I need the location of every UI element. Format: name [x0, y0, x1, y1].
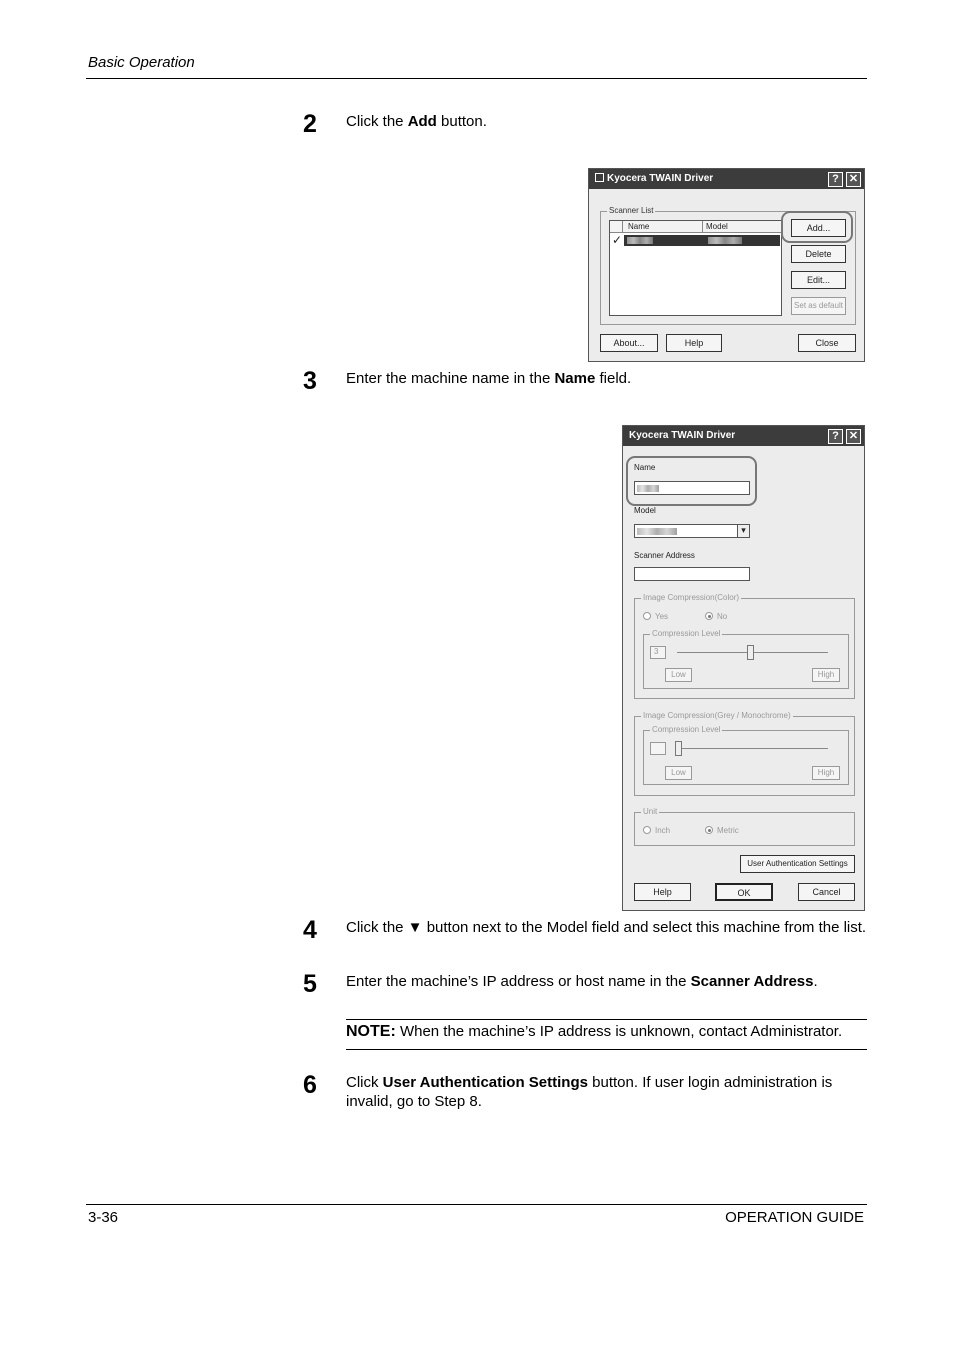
level-slider-thumb-2[interactable] — [675, 741, 682, 756]
level-value-box: 3 — [650, 646, 666, 659]
name-field[interactable] — [634, 481, 750, 495]
blurred-model-value — [637, 528, 677, 535]
dialog-title: Kyocera TWAIN Driver — [623, 426, 864, 446]
user-auth-settings-button[interactable]: User Authentication Settings — [740, 855, 855, 873]
col-name[interactable]: Name — [628, 222, 650, 231]
name-label: Name — [634, 463, 656, 472]
dialog-app-icon — [595, 173, 604, 182]
step-5-pre: Enter the machine’s IP address or host name in the — [346, 973, 691, 990]
color-compression-group — [634, 593, 855, 699]
step-number-4: 4 — [303, 916, 317, 944]
step-6-text — [346, 1073, 868, 1111]
compression-level-label-2: Compression Level — [652, 725, 721, 734]
cancel-button[interactable]: Cancel — [798, 883, 855, 901]
ok-button[interactable]: OK — [715, 883, 773, 901]
note-box — [346, 1019, 867, 1050]
high-button-2[interactable]: High — [812, 766, 840, 780]
level-value-box-2 — [650, 742, 666, 755]
low-button-2[interactable]: Low — [665, 766, 692, 780]
col-divider — [702, 221, 703, 232]
grey-compression-group — [634, 711, 855, 796]
scanner-address-label: Scanner Address — [634, 551, 695, 560]
header-rule — [86, 78, 867, 79]
scanner-list[interactable] — [609, 220, 782, 316]
step-number-3: 3 — [303, 367, 317, 395]
step-number-6: 6 — [303, 1071, 317, 1099]
step-number-2: 2 — [303, 110, 317, 138]
about-button[interactable]: About... — [600, 334, 658, 352]
low-button[interactable]: Low — [665, 668, 692, 682]
close-icon[interactable]: ✕ — [846, 429, 861, 444]
dialog-title-bar — [589, 169, 864, 189]
level-slider-thumb[interactable] — [747, 645, 754, 660]
compression-level-label: Compression Level — [652, 629, 721, 638]
high-button[interactable]: High — [812, 668, 840, 682]
scanner-address-field[interactable] — [634, 567, 750, 581]
step-2-pre: Click the — [346, 113, 408, 130]
inch-radio[interactable] — [643, 826, 651, 834]
compression-level-group-2 — [643, 725, 849, 785]
step-5-text — [346, 972, 868, 991]
step-5-bold: Scanner Address — [690, 973, 814, 990]
step-2-text — [346, 112, 868, 131]
step-5-post: . — [813, 973, 818, 990]
yes-radio[interactable] — [643, 612, 651, 620]
list-header — [610, 221, 781, 233]
no-label: No — [717, 612, 728, 621]
note-label: NOTE: — [346, 1023, 396, 1040]
inch-label: Inch — [655, 826, 671, 835]
help-icon[interactable]: ? — [828, 172, 843, 187]
close-icon[interactable]: ✕ — [846, 172, 861, 187]
step-3-bold: Name — [554, 370, 596, 387]
no-radio[interactable] — [705, 612, 713, 620]
unit-label: Unit — [643, 807, 658, 816]
add-button[interactable]: Add... — [791, 219, 846, 237]
yes-label: Yes — [655, 612, 669, 621]
section-header: Basic Operation — [88, 54, 195, 71]
table-row[interactable] — [624, 235, 780, 246]
chevron-down-icon[interactable]: ▾ — [737, 525, 749, 537]
unit-group — [634, 807, 855, 846]
close-button[interactable]: Close — [798, 334, 856, 352]
delete-button[interactable]: Delete — [791, 245, 846, 263]
color-compression-label: Image Compression(Color) — [643, 593, 740, 602]
col-model[interactable]: Model — [706, 222, 728, 231]
step-6-post: button. If user login administration is invalid, go to Step 8. — [346, 1074, 833, 1110]
dialog-title: Kyocera TWAIN Driver — [607, 173, 714, 184]
page-number: 3-36 — [88, 1209, 119, 1226]
metric-radio[interactable] — [705, 826, 713, 834]
scanner-settings-dialog — [622, 425, 865, 911]
scanner-list-label: Scanner List — [609, 206, 654, 215]
compression-level-group — [643, 629, 849, 689]
step-3-text — [346, 369, 868, 388]
edit-button[interactable]: Edit... — [791, 271, 846, 289]
model-select[interactable] — [634, 524, 750, 538]
footer-rule — [86, 1204, 867, 1205]
step-6-pre: Click — [346, 1074, 383, 1091]
list-col-check — [610, 221, 623, 232]
model-label: Model — [634, 506, 656, 515]
step-number-5: 5 — [303, 970, 317, 998]
metric-label: Metric — [717, 826, 739, 835]
scanner-list-dialog — [588, 168, 865, 362]
step-4-text: Click the ▼ button next to the Model field and select this machine from the list. — [346, 919, 867, 936]
help-icon[interactable]: ? — [828, 429, 843, 444]
step-3-pre: Enter the machine name in the — [346, 370, 555, 387]
step-3-post: field. — [595, 370, 632, 387]
blurred-name — [627, 237, 653, 244]
guide-title: OPERATION GUIDE — [725, 1209, 864, 1226]
help-button[interactable]: Help — [634, 883, 691, 901]
step-6-bold: User Authentication Settings — [382, 1074, 588, 1091]
help-button[interactable]: Help — [666, 334, 722, 352]
step-2-post: button. — [436, 113, 487, 130]
slider-track-2 — [677, 748, 828, 749]
check-icon: ✓ — [612, 233, 623, 247]
grey-compression-label: Image Compression(Grey / Monochrome) — [643, 711, 791, 720]
blurred-model — [708, 237, 742, 244]
step-2-bold: Add — [407, 113, 437, 130]
note-text: When the machine’s IP address is unknown, contact Administrator. — [395, 1023, 843, 1040]
blurred-name-value — [637, 485, 659, 492]
set-default-button[interactable]: Set as default — [791, 297, 846, 315]
